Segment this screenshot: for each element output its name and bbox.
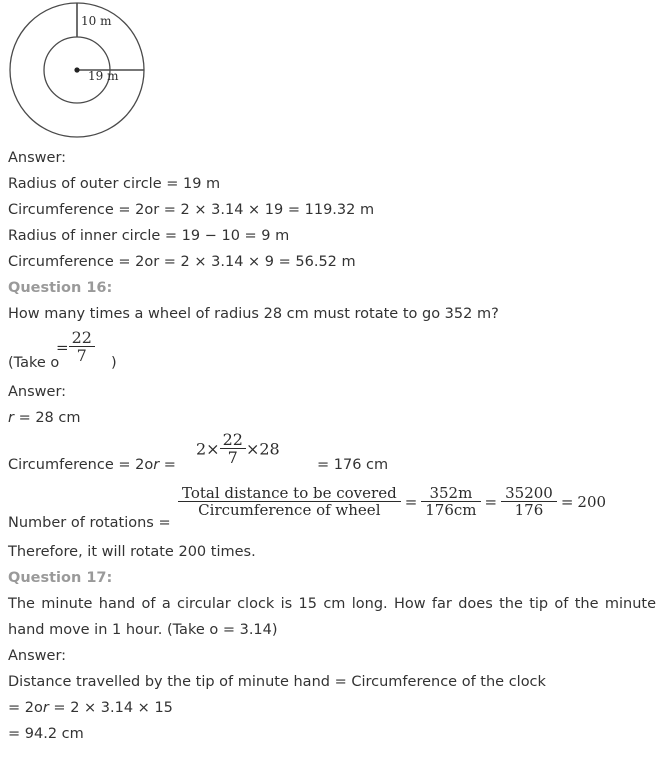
fraction-35200-over-176 [501, 485, 557, 518]
outer-circumference-line: Circumference = 2оr = 2 × 3.14 × 19 = 119.32 m [8, 202, 375, 218]
fraction-numerator: 35200 [501, 485, 557, 502]
concentric-circles-diagram [0, 0, 160, 143]
answer-label-q15: Answer: [8, 150, 67, 166]
inner-radius-label: 19 m [88, 69, 119, 83]
rotations-final-value: 200 [577, 492, 607, 511]
center-point-dot [74, 67, 79, 72]
equals-sign-1: = [404, 492, 418, 511]
circumference-expression [196, 431, 280, 467]
fraction-denominator: 176cm [425, 501, 477, 520]
formula-variable: r [42, 700, 49, 716]
circumference-label-text: Circumference = 2о [8, 457, 154, 473]
given-radius-line [8, 405, 656, 431]
circumference-result: = 176 cm [317, 457, 389, 473]
answer-label-q17: Answer: [8, 648, 67, 664]
fraction-numerator: 352m [421, 485, 480, 502]
inner-circumference-line: Circumference = 2оr = 2 × 3.14 × 9 = 56.52 m [8, 254, 356, 270]
take-pi-suffix: ) [111, 355, 117, 371]
fraction-denominator: 176 [514, 501, 544, 520]
distance-statement-line: Distance travelled by the tip of minute hand = Circumference of the clock [8, 674, 546, 690]
outer-gap-label: 10 m [81, 14, 112, 28]
fraction-denominator: 7 [76, 346, 87, 366]
radius-value: = 28 cm [13, 410, 81, 426]
question-16-heading: Question 16: [8, 280, 113, 296]
question-17-prompt: The minute hand of a circular clock is 15 cm long. How far does the tip of the minute hand move in 1 hour. (Take о = 3.14) [8, 596, 656, 638]
expression-lead: 2× [196, 439, 220, 459]
formula-line [8, 695, 656, 721]
fraction-numerator: 22 [220, 431, 246, 449]
take-pi-prefix: (Take о [8, 355, 60, 371]
rotations-conclusion: Therefore, it will rotate 200 times. [8, 544, 256, 560]
radius-variable: r [8, 410, 14, 426]
circumference-computation-row [8, 431, 656, 483]
equals-sign-3: = [560, 492, 574, 511]
formula-prefix: = 2о [8, 700, 43, 716]
fraction-denominator: Circumference of wheel [198, 501, 381, 520]
fraction-22-7 [69, 329, 95, 365]
circumference-variable: r [153, 457, 160, 473]
expression-tail: ×28 [245, 439, 280, 459]
question-16-prompt: How many times a wheel of radius 28 cm must rotate to go 352 m? [8, 306, 499, 322]
rotations-expression [178, 485, 606, 518]
solution-content [8, 145, 656, 747]
rotations-computation-row [8, 483, 656, 539]
circumference-label-equals: = [159, 457, 176, 473]
fraction-352m-over-176cm [421, 485, 480, 518]
fraction-numerator: 22 [69, 329, 95, 347]
final-result-line: = 94.2 cm [8, 726, 84, 742]
fraction-distance-over-circumference [178, 485, 401, 518]
fraction-denominator: 7 [227, 448, 238, 468]
answer-label-q16: Answer: [8, 384, 67, 400]
fraction-22-7-expr [220, 431, 246, 467]
circumference-label [8, 457, 176, 473]
question-17-heading: Question 17: [8, 570, 113, 586]
outer-radius-line: Radius of outer circle = 19 m [8, 176, 221, 192]
fraction-numerator: Total distance to be covered [178, 485, 401, 502]
rotations-label: Number of rotations = [8, 515, 171, 531]
equals-sign-2: = [484, 492, 498, 511]
formula-values: = 2 × 3.14 × 15 [48, 700, 173, 716]
inner-radius-line: Radius of inner circle = 19 − 10 = 9 m [8, 228, 290, 244]
take-pi-equals: = [56, 338, 69, 357]
take-pi-fraction [56, 329, 95, 365]
take-pi-row [8, 327, 656, 379]
